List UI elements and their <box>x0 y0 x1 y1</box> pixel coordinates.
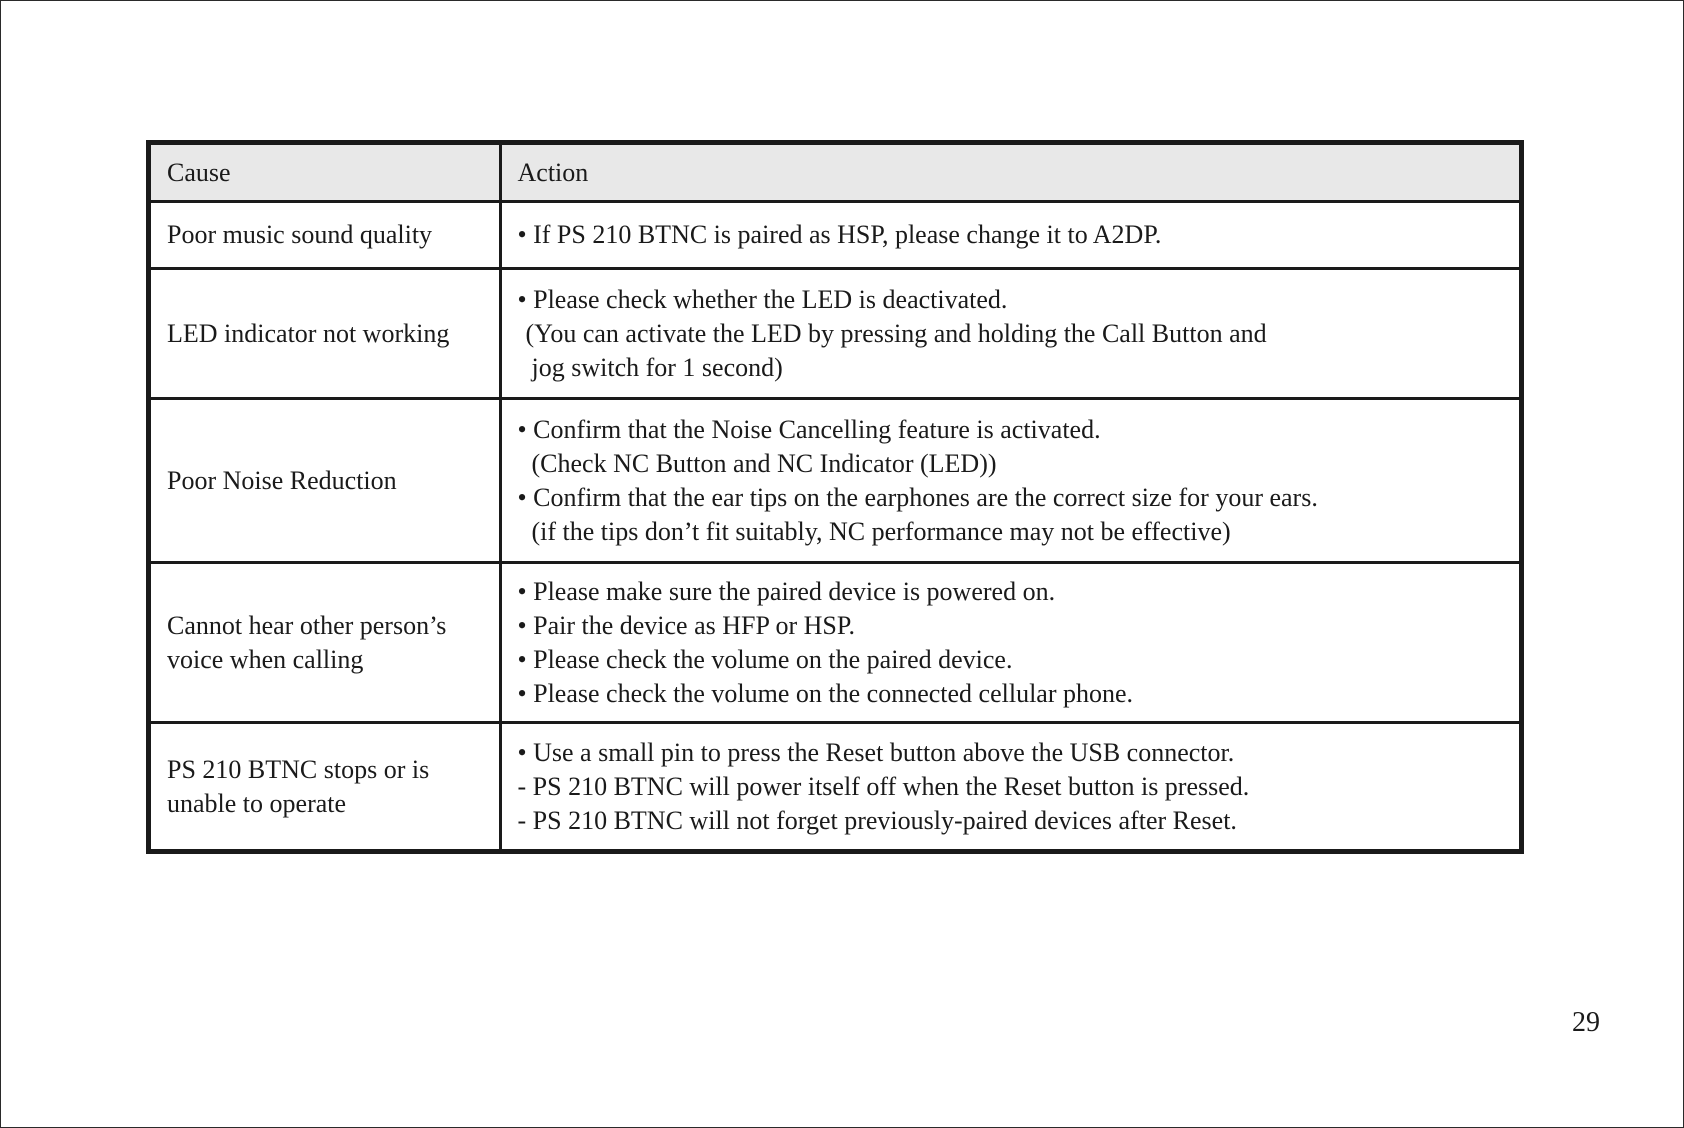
action-cell <box>500 723 1519 850</box>
action-text: (Check NC Button and NC Indicator (LED)) <box>531 448 997 478</box>
action-text: • Pair the device as HFP or HSP. <box>517 610 855 640</box>
table-row <box>151 723 1519 850</box>
action-cell <box>500 269 1519 399</box>
cause-text: PS 210 BTNC stops or is <box>167 754 430 784</box>
action-cell <box>500 563 1519 723</box>
action-text: • If PS 210 BTNC is paired as HSP, please change it to A2DP. <box>517 220 1162 249</box>
action-text: • Please make sure the paired device is powered on. <box>517 576 1056 606</box>
cause-text: unable to operate <box>167 788 347 818</box>
action-text: • Use a small pin to press the Reset button above the USB connector. <box>517 737 1235 767</box>
cause-text: Cannot hear other person’s <box>167 610 447 640</box>
cause-text: Poor Noise Reduction <box>167 465 397 495</box>
action-text: • Confirm that the Noise Cancelling feature is activated. <box>517 414 1101 444</box>
cause-header: Cause <box>151 145 500 202</box>
cause-cell <box>151 269 500 399</box>
table-row <box>151 563 1519 723</box>
action-cell <box>500 399 1519 563</box>
cause-cell <box>151 202 500 269</box>
action-text: • Please check whether the LED is deactivated. <box>517 284 1008 314</box>
table-row <box>151 202 1519 269</box>
cause-text: LED indicator not working <box>167 318 450 348</box>
action-text: (You can activate the LED by pressing and holding the Call Button and <box>525 318 1267 348</box>
table-header-row <box>151 145 1519 202</box>
action-text: • Please check the volume on the paired device. <box>517 644 1013 674</box>
cause-cell <box>151 563 500 723</box>
cause-text: voice when calling <box>167 644 364 674</box>
action-text: • Confirm that the ear tips on the earphones are the correct size for your ears. <box>517 482 1318 512</box>
action-text: - PS 210 BTNC will power itself off when the Reset button is pressed. <box>517 771 1250 801</box>
action-text: jog switch for 1 second) <box>531 352 783 382</box>
action-cell <box>500 202 1519 269</box>
page-number: 29 <box>1572 1007 1600 1038</box>
action-text: - PS 210 BTNC will not forget previously-paired devices after Reset. <box>517 805 1237 835</box>
troubleshooting-table <box>146 140 1524 854</box>
action-header: Action <box>500 145 1519 202</box>
action-text: • Please check the volume on the connected cellular phone. <box>517 678 1134 708</box>
cause-text: Poor music sound quality <box>167 220 433 249</box>
table-row <box>151 399 1519 563</box>
table-row <box>151 269 1519 399</box>
action-text: (if the tips don’t fit suitably, NC performance may not be effective) <box>531 516 1231 546</box>
cause-cell <box>151 723 500 850</box>
cause-cell <box>151 399 500 563</box>
